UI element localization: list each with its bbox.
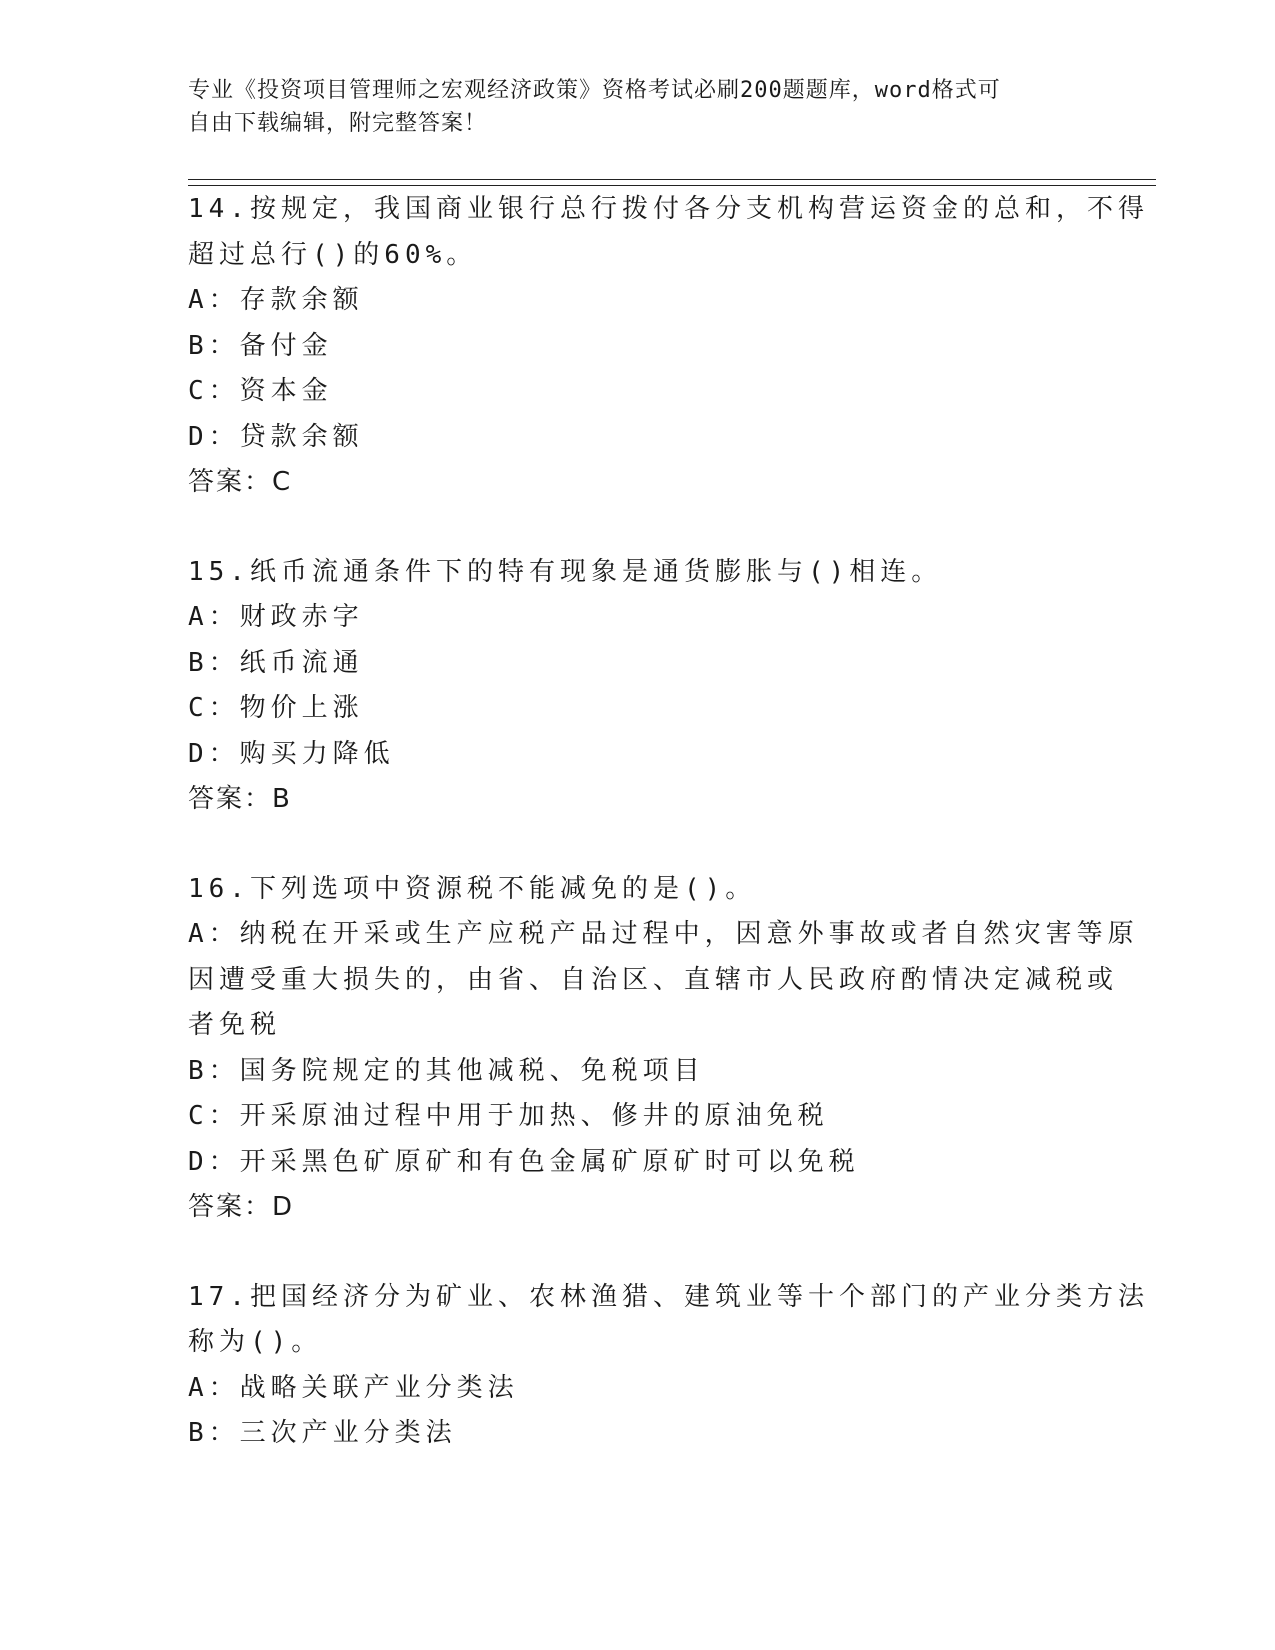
question-14	[188, 187, 1149, 506]
question-stem: 16.下列选项中资源税不能减免的是()。	[188, 873, 757, 904]
question-15	[188, 550, 1088, 823]
question-stem: 15.纸币流通条件下的特有现象是通货膨胀与()相连。	[188, 556, 943, 587]
option-a-continued: 因遭受重大损失的，由省、自治区、直辖市人民政府酌情决定减税或	[188, 964, 1119, 995]
question-stem: 超过总行()的60%。	[188, 239, 478, 270]
option-d: D：贷款余额	[188, 421, 364, 452]
option-b: B：备付金	[188, 330, 333, 361]
answer: 答案：C	[188, 467, 293, 497]
header-divider	[188, 179, 1156, 186]
option-a: A：战略关联产业分类法	[188, 1372, 519, 1403]
option-a-continued: 者免税	[188, 1010, 282, 1040]
question-stem: 称为()。	[188, 1327, 323, 1357]
header-line: 自由下载编辑，附完整答案！	[188, 111, 488, 136]
question-stem: 14.按规定，我国商业银行总行拨付各分支机构营运资金的总和，不得	[188, 194, 1149, 224]
question-stem: 17.把国经济分为矿业、农林渔猎、建筑业等十个部门的产业分类方法	[188, 1281, 1149, 1312]
header-line: 专业《投资项目管理师之宏观经济政策》资格考试必刷200题题库，word格式可	[188, 78, 1001, 103]
option-d: D：购买力降低	[188, 738, 395, 769]
option-d: D：开采黑色矿原矿和有色金属矿原矿时可以免税	[188, 1146, 860, 1177]
option-a: A：财政赤字	[188, 602, 364, 632]
option-b: B：纸币流通	[188, 647, 364, 678]
option-c: C：开采原油过程中用于加热、修井的原油免税	[188, 1101, 829, 1131]
question-list	[188, 187, 1149, 1501]
answer: 答案：D	[188, 1192, 295, 1222]
option-a: A：纳税在开采或生产应税产品过程中，因意外事故或者自然灾害等原	[188, 919, 1139, 949]
document-header	[188, 74, 1068, 140]
question-17	[188, 1275, 1149, 1457]
option-a: A：存款余额	[188, 285, 364, 315]
option-b: B：三次产业分类法	[188, 1418, 457, 1448]
option-c: C：物价上涨	[188, 693, 364, 723]
question-16	[188, 867, 1139, 1231]
option-b: B：国务院规定的其他减税、免税项目	[188, 1055, 705, 1086]
option-c: C：资本金	[188, 376, 333, 406]
answer: 答案：B	[188, 784, 292, 814]
